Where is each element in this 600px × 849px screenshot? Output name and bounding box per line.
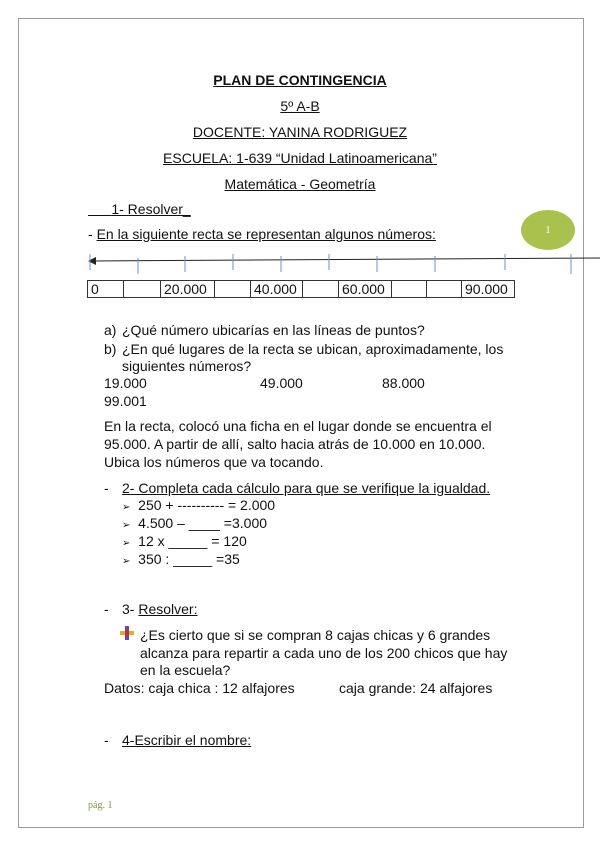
section3-heading: 3- Resolver: (122, 601, 198, 617)
number-line-cell: 90.000 (465, 281, 508, 297)
number-line-cell (303, 281, 339, 297)
number-line-arrow (80, 250, 600, 280)
section1-intro: - En la siguiente recta se representan algunos números: (88, 226, 436, 242)
teacher-line: DOCENTE: YANINA RODRIGUEZ (192, 124, 408, 140)
data-large-box: caja grande: 24 alfajores (339, 680, 493, 696)
calc-item: ➢ 250 + ---------- = 2.000 (122, 497, 276, 513)
arrow-head-icon (88, 257, 96, 265)
arrow-bullet-icon: ➢ (122, 556, 131, 567)
number-line-cell (392, 281, 427, 297)
section3-dash: - (104, 601, 109, 617)
calc-item: ➢ 4.500 – ____ =3.000 (122, 515, 268, 531)
number-line-table (87, 280, 515, 298)
number-line-ticks (90, 254, 571, 274)
section1-heading: 1- Resolver_ (111, 201, 191, 217)
number-item: 49.000 (260, 375, 303, 391)
number-line-cell: 60.000 (339, 281, 392, 297)
data-small-box: Datos: caja chica : 12 alfajores (104, 680, 295, 696)
number-line-cell (427, 281, 462, 297)
doc-title: PLAN DE CONTINGENCIA (213, 72, 387, 88)
paragraph-line: En la recta, colocó una ficha en el lugar donde se encuentra el (104, 418, 492, 434)
page-number-badge: 1 (521, 210, 575, 250)
section2-dash: - (104, 480, 109, 496)
grade-line: 5º A-B (280, 98, 320, 114)
paragraph-line: 95.000. A partir de allí, salto hacia atrás de 10.000 en 10.000. (104, 436, 486, 452)
question-b-line1: ¿En qué lugares de la recta se ubican, aproximadamente, los (122, 341, 504, 357)
number-line-cell: 0 (88, 281, 124, 297)
question-b-label: b) (104, 341, 117, 357)
star-bullet-icon (120, 626, 134, 640)
number-line-cell (124, 281, 161, 297)
number-line-cell (215, 281, 251, 297)
number-line-cell: 40.000 (251, 281, 303, 297)
page-footer: pág. 1 (88, 800, 113, 811)
calc-item: ➢ 12 x _____ = 120 (122, 533, 247, 549)
arrow-bullet-icon: ➢ (122, 538, 131, 549)
arrow-bullet-icon: ➢ (122, 520, 131, 531)
number-item: 19.000 (104, 375, 147, 391)
question-line: alcanza para repartir a cada uno de los 200 chicos que hay (140, 645, 508, 661)
question-a: ¿Qué número ubicarías en las líneas de puntos? (122, 322, 425, 338)
section4-dash: - (104, 732, 109, 748)
question-a-label: a) (104, 322, 117, 338)
question-line: ¿Es cierto que si se compran 8 cajas chicas y 6 grandes (140, 627, 491, 643)
number-line-cell: 20.000 (161, 281, 215, 297)
question-b-line2: siguientes números? (122, 358, 252, 374)
paragraph-line: Ubica los números que va tocando. (104, 454, 324, 470)
section2-heading: 2- Completa cada cálculo para que se verifique la igualdad. (122, 480, 491, 496)
arrow-bullet-icon: ➢ (122, 502, 131, 513)
subject-line: Matemática - Geometría (224, 176, 376, 192)
question-line: en la escuela? (140, 662, 231, 678)
section4-heading: 4-Escribir el nombre: (122, 732, 252, 748)
number-item: 88.000 (382, 375, 425, 391)
school-line: ESCUELA: 1-639 “Unidad Latinoamericana” (163, 150, 437, 166)
number-item: 99.001 (104, 393, 147, 409)
calc-item: ➢ 350 : _____ =35 (122, 551, 240, 567)
